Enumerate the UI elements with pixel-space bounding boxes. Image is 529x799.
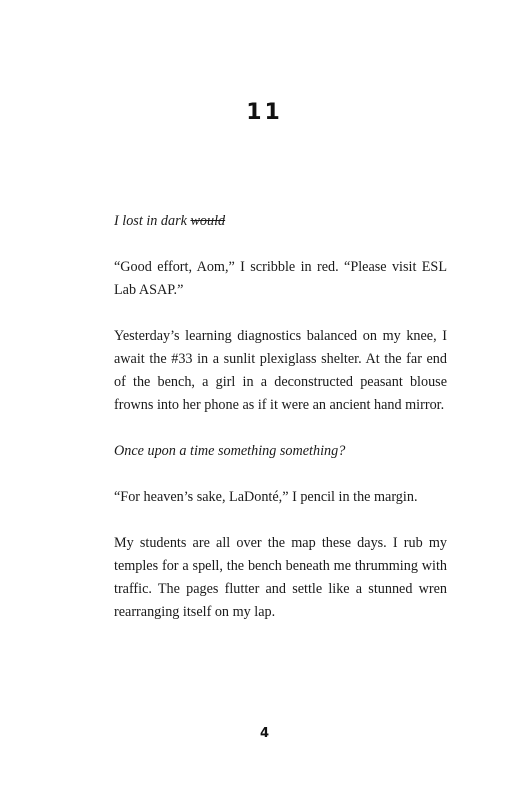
chapter-number: 11 bbox=[246, 100, 283, 125]
student-line-text: I lost in dark bbox=[114, 213, 191, 229]
page-number: 4 bbox=[259, 726, 270, 741]
body-text bbox=[114, 210, 447, 647]
paragraph-narrative-1: Yesterday’s learning diagnostics balanced on my knee, I await the #33 in a sunlit plexiglass shelter. At the far end of the bench, a girl in a deconstructed peasant blouse frowns into her phone as if it were an ancient hand mirror. bbox=[114, 328, 447, 413]
paragraph-student-line-2: Once upon a time something something? bbox=[114, 443, 346, 459]
paragraph-narrative-2: My students are all over the map these days. I rub my temples for a spell, the bench beneath me thrumming with traffic. The pages flutter and settle like a stunned wren rearranging itself on my lap. bbox=[114, 535, 447, 620]
struck-word: would bbox=[190, 213, 226, 229]
paragraph-teacher-note-2: “For heaven’s sake, LaDonté,” I pencil in the margin. bbox=[114, 489, 418, 505]
paragraph-teacher-note-1: “Good effort, Aom,” I scribble in red. “Please visit ESL Lab ASAP.” bbox=[114, 259, 447, 298]
paragraph-student-line-1 bbox=[114, 210, 447, 233]
